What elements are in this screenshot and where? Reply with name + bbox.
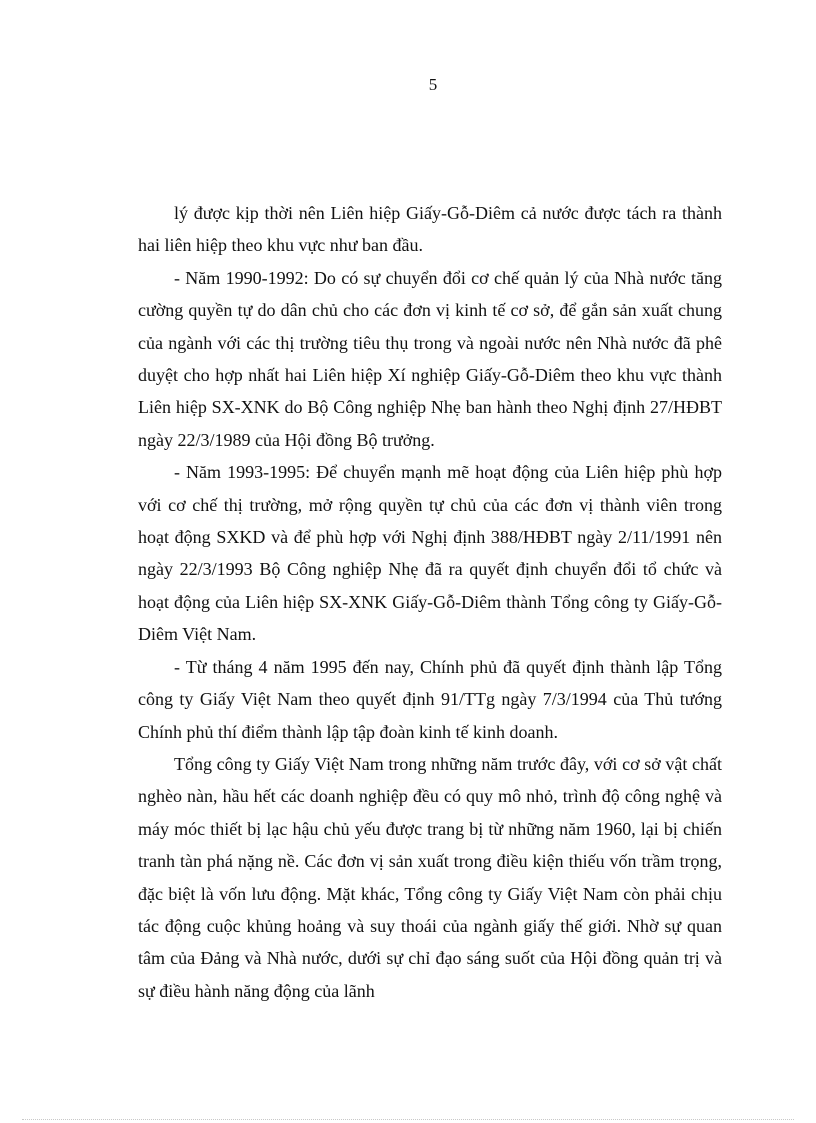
- paragraph-1993-1995: - Năm 1993-1995: Để chuyển mạnh mẽ hoạt động của Liên hiệp phù hợp với cơ chế thị trường, mở rộng quyền tự chủ của các đơn vị thành viên trong hoạt động SXKD và để phù hợp với Nghị định 388/HĐBT ngày 2/11/1991 nên ngày 22/3/1993 Bộ Công nghiệp Nhẹ đã ra quyết định chuyển đổi tổ chức và hoạt động của Liên hiệp SX-XNK Giấy-Gỗ-Diêm thành Tổng công ty Giấy-Gỗ-Diêm Việt Nam.: [138, 462, 722, 645]
- paragraph-company-overview: Tổng công ty Giấy Việt Nam trong những năm trước đây, với cơ sở vật chất nghèo nàn, hầu hết các doanh nghiệp đều có quy mô nhỏ, trình độ công nghệ và máy móc thiết bị lạc hậu chủ yếu được trang bị từ những năm 1960, lại bị chiến tranh tàn phá nặng nề. Các đơn vị sản xuất trong điều kiện thiếu vốn trầm trọng, đặc biệt là vốn lưu động. Mặt khác, Tổng công ty Giấy Việt Nam còn phải chịu tác động cuộc khủng hoảng và suy thoái của ngành giấy thế giới. Nhờ sự quan tâm của Đảng và Nhà nước, dưới sự chỉ đạo sáng suốt của Hội đồng quản trị và sự điều hành năng động của lãnh: [138, 753, 722, 1001]
- page-bottom-divider: [22, 1119, 794, 1120]
- page-number: 5: [428, 75, 438, 94]
- document-body: [138, 197, 722, 1007]
- paragraph-1990-1992: - Năm 1990-1992: Do có sự chuyển đổi cơ chế quản lý của Nhà nước tăng cường quyền tự do dân chủ cho các đơn vị kinh tế cơ sở, để gắn sản xuất chung của ngành với các thị trường tiêu thụ trong và ngoài nước nên Nhà nước đã phê duyệt cho hợp nhất hai Liên hiệp Xí nghiệp Giấy-Gỗ-Diêm theo khu vực thành Liên hiệp SX-XNK do Bộ Công nghiệp Nhẹ ban hành theo Nghị định 27/HĐBT ngày 22/3/1989 của Hội đồng Bộ trưởng.: [138, 267, 722, 450]
- paragraph-1995-present: - Từ tháng 4 năm 1995 đến nay, Chính phủ đã quyết định thành lập Tổng công ty Giấy Việt Nam theo quyết định 91/TTg ngày 7/3/1994 của Thủ tướng Chính phủ thí điểm thành lập tập đoàn kinh tế kinh doanh.: [138, 656, 722, 742]
- paragraph-continuation: lý được kịp thời nên Liên hiệp Giấy-Gỗ-Diêm cả nước được tách ra thành hai liên hiệp theo khu vực như ban đầu.: [138, 203, 722, 256]
